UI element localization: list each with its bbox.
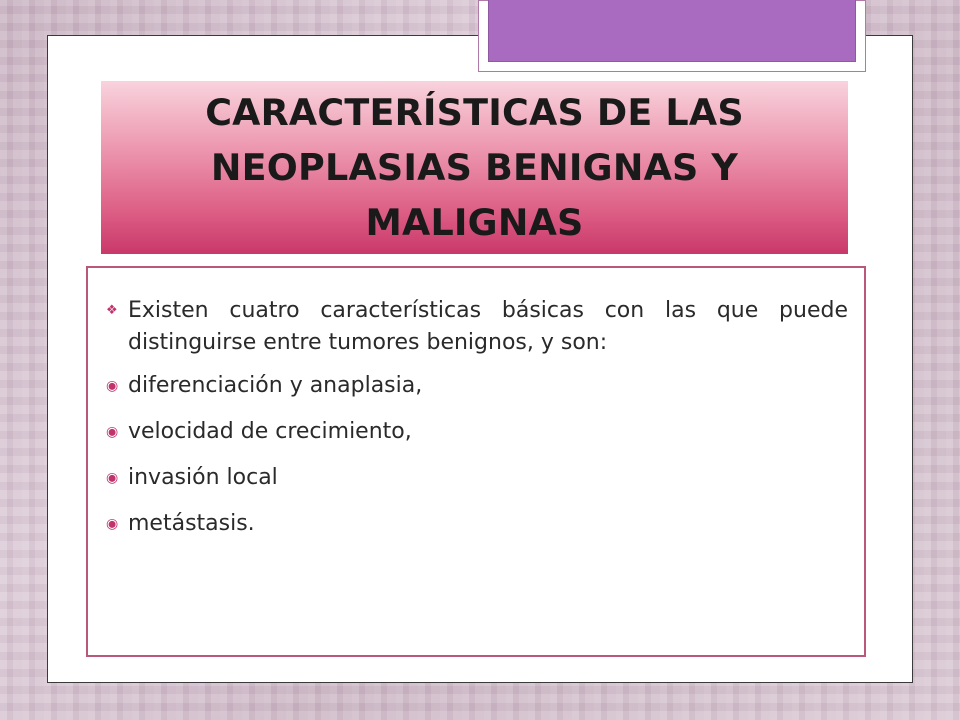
point-text: metástasis. [128,511,255,536]
circle-arrow-bullet-icon: ◉ [106,516,119,532]
intro-list-item [106,295,848,359]
list-item [106,370,848,402]
circle-arrow-bullet-icon: ◉ [106,424,119,440]
point-text: velocidad de crecimiento, [128,419,412,444]
diamond-flower-bullet-icon: ❖ [106,303,118,318]
slide-title: CARACTERÍSTICAS DE LAS NEOPLASIAS BENIGNAS Y MALIGNAS [205,91,744,244]
circle-arrow-bullet-icon: ◉ [106,470,119,486]
point-text: diferenciación y anaplasia, [128,373,423,398]
top-accent-bar [488,0,856,62]
list-item [106,508,848,540]
list-item [106,416,848,448]
circle-arrow-bullet-icon: ◉ [106,378,119,394]
point-text: invasión local [128,465,278,490]
content-box [86,266,866,657]
title-banner [101,81,848,254]
bullet-list [106,295,848,554]
list-item [106,462,848,494]
intro-text: Existen cuatro características básicas con las que puede distinguirse entre tumores benignos, y son: [128,298,848,355]
